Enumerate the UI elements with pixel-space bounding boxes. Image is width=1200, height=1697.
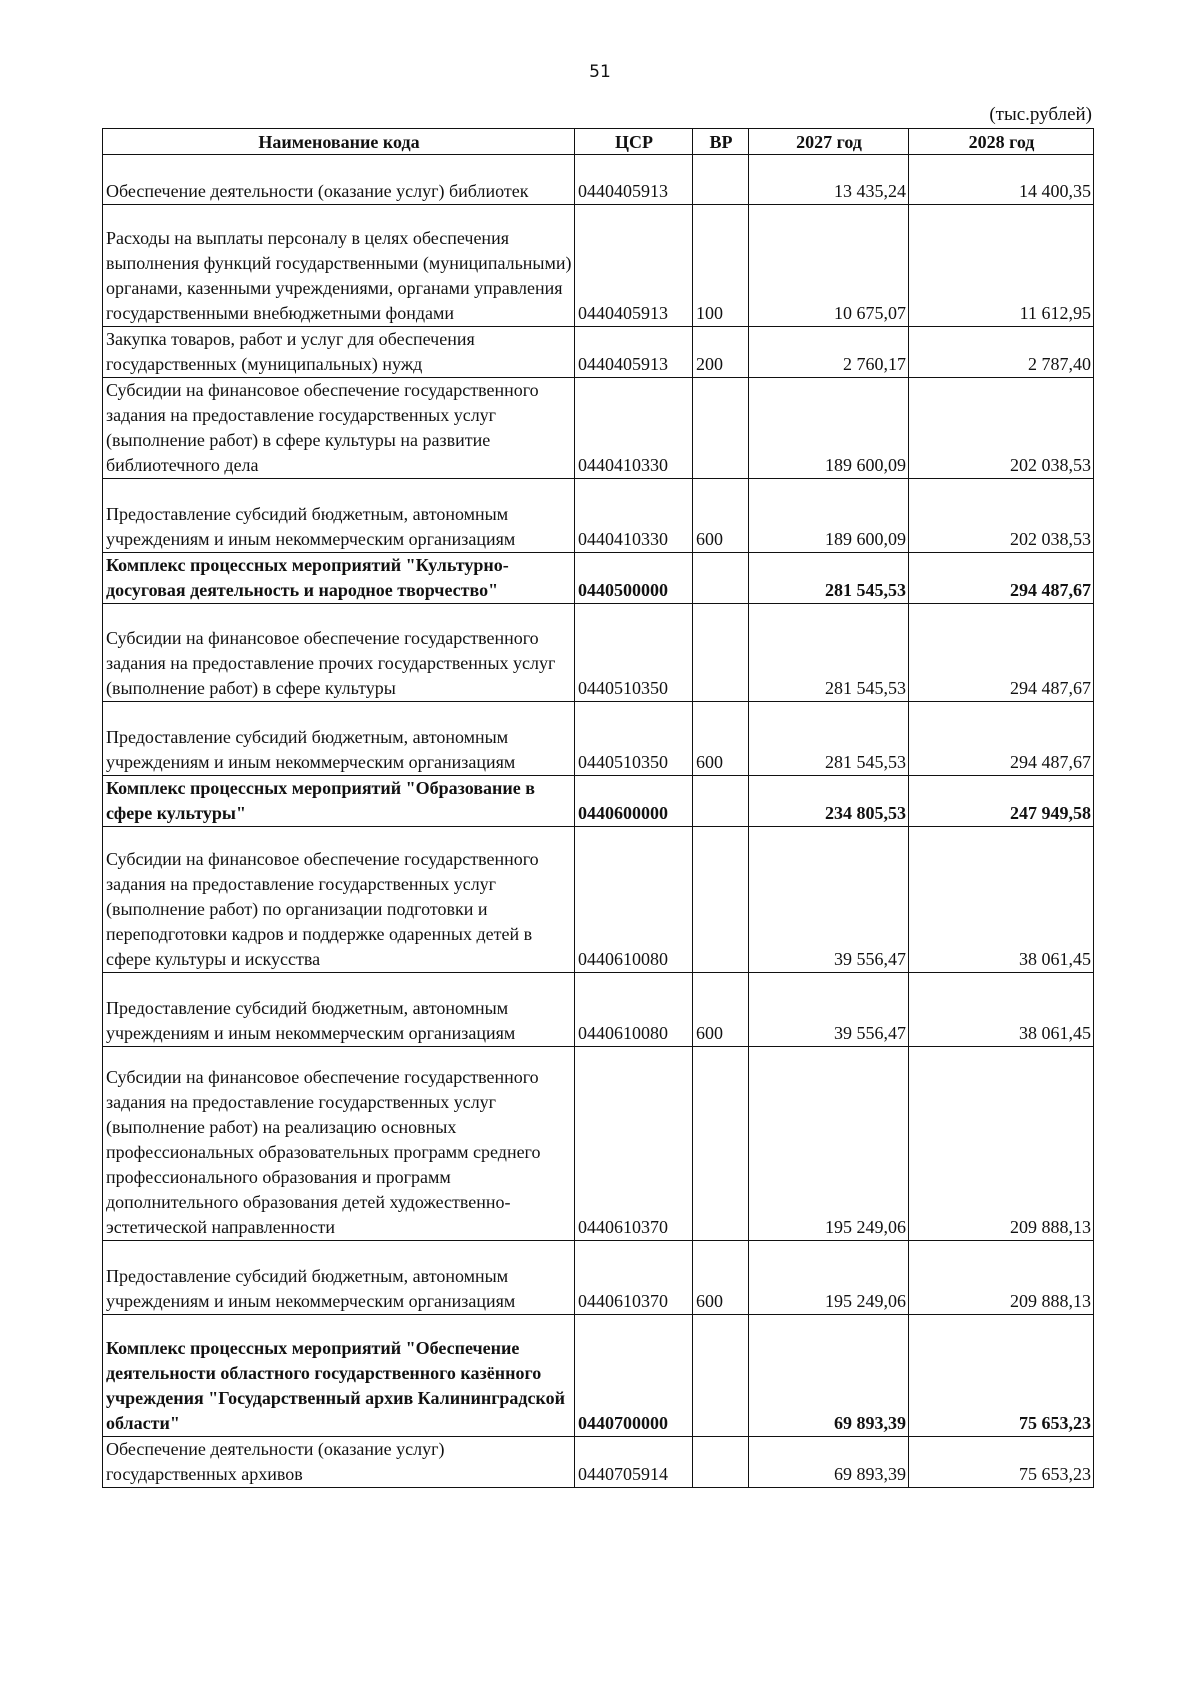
table-row [103, 1437, 1094, 1488]
cell-csr: 0440705914 [575, 1437, 693, 1488]
cell-csr: 0440610370 [575, 1047, 693, 1241]
table-header-row [103, 129, 1094, 155]
cell-vr [693, 1047, 749, 1241]
table-row [103, 327, 1094, 378]
cell-vr [693, 776, 749, 827]
cell-name: Предоставление субсидий бюджетным, автономным учреждениям и иным некоммерческим организациям [103, 702, 575, 776]
table-row [103, 1315, 1094, 1437]
cell-2028: 294 487,67 [909, 604, 1094, 702]
table-row [103, 155, 1094, 205]
cell-2028: 202 038,53 [909, 378, 1094, 479]
cell-name: Предоставление субсидий бюджетным, автономным учреждениям и иным некоммерческим организациям [103, 1241, 575, 1315]
cell-2027: 10 675,07 [749, 205, 909, 327]
cell-name: Предоставление субсидий бюджетным, автономным учреждениям и иным некоммерческим организациям [103, 973, 575, 1047]
cell-name: Субсидии на финансовое обеспечение государственного задания на предоставление прочих государственных услуг (выполнение работ) в сфере культуры [103, 604, 575, 702]
cell-csr: 0440610370 [575, 1241, 693, 1315]
cell-2028: 209 888,13 [909, 1047, 1094, 1241]
cell-vr [693, 553, 749, 604]
cell-vr [693, 378, 749, 479]
cell-csr: 0440405913 [575, 327, 693, 378]
cell-name: Субсидии на финансовое обеспечение государственного задания на предоставление государственных услуг (выполнение работ) по организации подготовки и переподготовки кадров и поддержке одаренных детей в сфере культуры и искусства [103, 827, 575, 973]
table-row [103, 827, 1094, 973]
cell-vr [693, 827, 749, 973]
cell-2027: 195 249,06 [749, 1047, 909, 1241]
cell-2028: 2 787,40 [909, 327, 1094, 378]
table-row [103, 973, 1094, 1047]
cell-name: Расходы на выплаты персоналу в целях обеспечения выполнения функций государственными (муниципальными) органами, казенными учреждениями, органами управления государственными внебюджетными фондами [103, 205, 575, 327]
cell-2028: 11 612,95 [909, 205, 1094, 327]
cell-2027: 69 893,39 [749, 1437, 909, 1488]
cell-csr: 0440410330 [575, 479, 693, 553]
cell-vr [693, 604, 749, 702]
cell-2027: 189 600,09 [749, 378, 909, 479]
table-row [103, 776, 1094, 827]
cell-name: Обеспечение деятельности (оказание услуг) государственных архивов [103, 1437, 575, 1488]
table-row [103, 1047, 1094, 1241]
cell-csr: 0440610080 [575, 827, 693, 973]
header-2027: 2027 год [749, 129, 909, 155]
cell-2027: 281 545,53 [749, 604, 909, 702]
table-row [103, 378, 1094, 479]
cell-csr: 0440500000 [575, 553, 693, 604]
cell-name: Предоставление субсидий бюджетным, автономным учреждениям и иным некоммерческим организациям [103, 479, 575, 553]
cell-name: Обеспечение деятельности (оказание услуг) библиотек [103, 155, 575, 205]
cell-vr: 600 [693, 479, 749, 553]
cell-csr: 0440410330 [575, 378, 693, 479]
cell-vr: 200 [693, 327, 749, 378]
cell-vr [693, 155, 749, 205]
header-csr: ЦСР [575, 129, 693, 155]
cell-2028: 38 061,45 [909, 827, 1094, 973]
cell-2028: 294 487,67 [909, 553, 1094, 604]
cell-name: Комплекс процессных мероприятий "Обеспечение деятельности областного государственного казённого учреждения "Государственный архив Калининградской области" [103, 1315, 575, 1437]
cell-vr: 600 [693, 1241, 749, 1315]
cell-name: Субсидии на финансовое обеспечение государственного задания на предоставление государственных услуг (выполнение работ) в сфере культуры на развитие библиотечного дела [103, 378, 575, 479]
cell-csr: 0440600000 [575, 776, 693, 827]
cell-2028: 75 653,23 [909, 1315, 1094, 1437]
table-row [103, 604, 1094, 702]
cell-2027: 281 545,53 [749, 553, 909, 604]
cell-2028: 202 038,53 [909, 479, 1094, 553]
cell-2027: 2 760,17 [749, 327, 909, 378]
cell-2028: 294 487,67 [909, 702, 1094, 776]
cell-vr: 600 [693, 973, 749, 1047]
cell-2028: 14 400,35 [909, 155, 1094, 205]
table-row [103, 702, 1094, 776]
cell-2028: 38 061,45 [909, 973, 1094, 1047]
cell-name: Закупка товаров, работ и услуг для обеспечения государственных (муниципальных) нужд [103, 327, 575, 378]
table-row [103, 479, 1094, 553]
table-row [103, 205, 1094, 327]
page-number: 51 [589, 62, 611, 82]
cell-2027: 195 249,06 [749, 1241, 909, 1315]
cell-csr: 0440405913 [575, 155, 693, 205]
header-vr: ВР [693, 129, 749, 155]
cell-csr: 0440700000 [575, 1315, 693, 1437]
cell-name: Комплекс процессных мероприятий "Образование в сфере культуры" [103, 776, 575, 827]
table-row [103, 553, 1094, 604]
header-name: Наименование кода [103, 129, 575, 155]
cell-name: Субсидии на финансовое обеспечение государственного задания на предоставление государственных услуг (выполнение работ) на реализацию основных профессиональных образовательных программ среднего профессионального образования и программ дополнительного образования детей художественно-эстетической направленности [103, 1047, 575, 1241]
cell-2027: 39 556,47 [749, 827, 909, 973]
cell-vr [693, 1315, 749, 1437]
header-2028: 2028 год [909, 129, 1094, 155]
cell-2027: 39 556,47 [749, 973, 909, 1047]
cell-vr [693, 1437, 749, 1488]
cell-2027: 189 600,09 [749, 479, 909, 553]
cell-2027: 69 893,39 [749, 1315, 909, 1437]
cell-2027: 13 435,24 [749, 155, 909, 205]
cell-csr: 0440610080 [575, 973, 693, 1047]
units-caption: (тыс.рублей) [989, 104, 1092, 125]
table-row [103, 1241, 1094, 1315]
cell-2028: 247 949,58 [909, 776, 1094, 827]
cell-csr: 0440510350 [575, 702, 693, 776]
cell-vr: 100 [693, 205, 749, 327]
cell-2027: 281 545,53 [749, 702, 909, 776]
cell-2028: 75 653,23 [909, 1437, 1094, 1488]
cell-name: Комплекс процессных мероприятий "Культурно-досуговая деятельность и народное творчество" [103, 553, 575, 604]
cell-2028: 209 888,13 [909, 1241, 1094, 1315]
cell-csr: 0440510350 [575, 604, 693, 702]
cell-2027: 234 805,53 [749, 776, 909, 827]
cell-csr: 0440405913 [575, 205, 693, 327]
budget-table [102, 128, 1094, 1488]
cell-vr: 600 [693, 702, 749, 776]
